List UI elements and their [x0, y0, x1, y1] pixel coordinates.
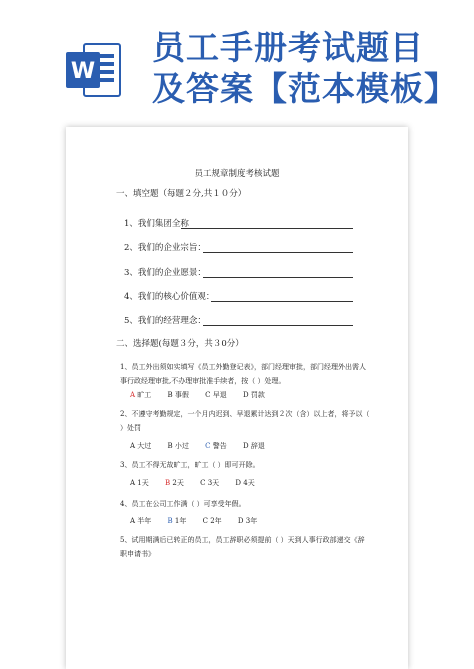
fill-item-5: 5、我们的经营理念：: [124, 316, 206, 326]
option-a: A 1天: [130, 479, 149, 487]
question-2: 2、不遵守考勤规定，一个月内迟到、早退累计达到２次（含）以上者，将予以（ ）处罚: [120, 410, 370, 432]
question-5: 5、试用期满后已转正的员工，员工辞职必须提前（ ）天到人事行政部递交《辞职申请书》: [120, 536, 365, 558]
question-2-options: [130, 441, 279, 451]
fill-blank-5: [203, 325, 353, 326]
option-c: C 2年: [202, 517, 222, 525]
option-b: B 事假: [167, 391, 189, 399]
fill-blank-3: [203, 277, 353, 278]
question-1-options: [130, 390, 279, 400]
question-3: 3、员工不得无故旷工，旷工（ ）即可开除。: [120, 461, 260, 469]
option-a: A 半年: [130, 517, 152, 525]
option-c: C 3天: [200, 479, 220, 487]
word-document-icon: [62, 38, 126, 102]
option-d: D 罚款: [242, 391, 265, 399]
banner-title-line-2: 及答案【范本模板】: [152, 69, 458, 108]
fill-blank-1: [181, 228, 353, 229]
fill-item-4: 4、我们的核心价值观：: [124, 292, 215, 302]
option-b: B 1年: [167, 517, 187, 525]
fill-blank-4: [211, 301, 353, 302]
question-3-options: [130, 478, 269, 488]
question-4-options: [130, 516, 271, 526]
header-banner: [0, 0, 474, 130]
document-title: 员工规章制度考核试题: [194, 169, 280, 179]
fill-item-2: 2、我们的企业宗旨：: [124, 243, 206, 253]
banner-title-line-1: 员工手册考试题目: [152, 28, 424, 67]
fill-item-1: 1、我们集团全称: [124, 219, 189, 229]
option-d: D 辞退: [242, 442, 265, 450]
option-d: D 4天: [235, 479, 255, 487]
option-a: A 大过: [130, 442, 152, 450]
question-1: 1、员工外出须如实填写《员工外勤登记表》，部门经理审批，部门经理外出需人事行政经理审批,不办理审批准手续者，按（ ）处理。: [120, 363, 366, 385]
option-b: B 小过: [167, 442, 189, 450]
option-a: A 旷工: [130, 391, 152, 399]
option-d: D 3年: [237, 517, 258, 525]
section-fill-in-heading: 一、填空题（每题２分,共１０分）: [116, 189, 247, 199]
fill-blank-2: [203, 252, 353, 253]
fill-item-3: 3、我们的企业愿景：: [124, 268, 206, 278]
svg-text:W: W: [70, 59, 96, 84]
section-choice-heading: 二、选择题(每题３分，共３0分）: [116, 339, 244, 349]
document-page: [66, 127, 408, 669]
question-4: 4、员工在公司工作满（ ）可享受年假。: [120, 500, 246, 508]
option-b: B 2天: [165, 479, 184, 487]
option-c: C 早退: [205, 391, 227, 399]
option-c: C 警告: [205, 442, 227, 450]
